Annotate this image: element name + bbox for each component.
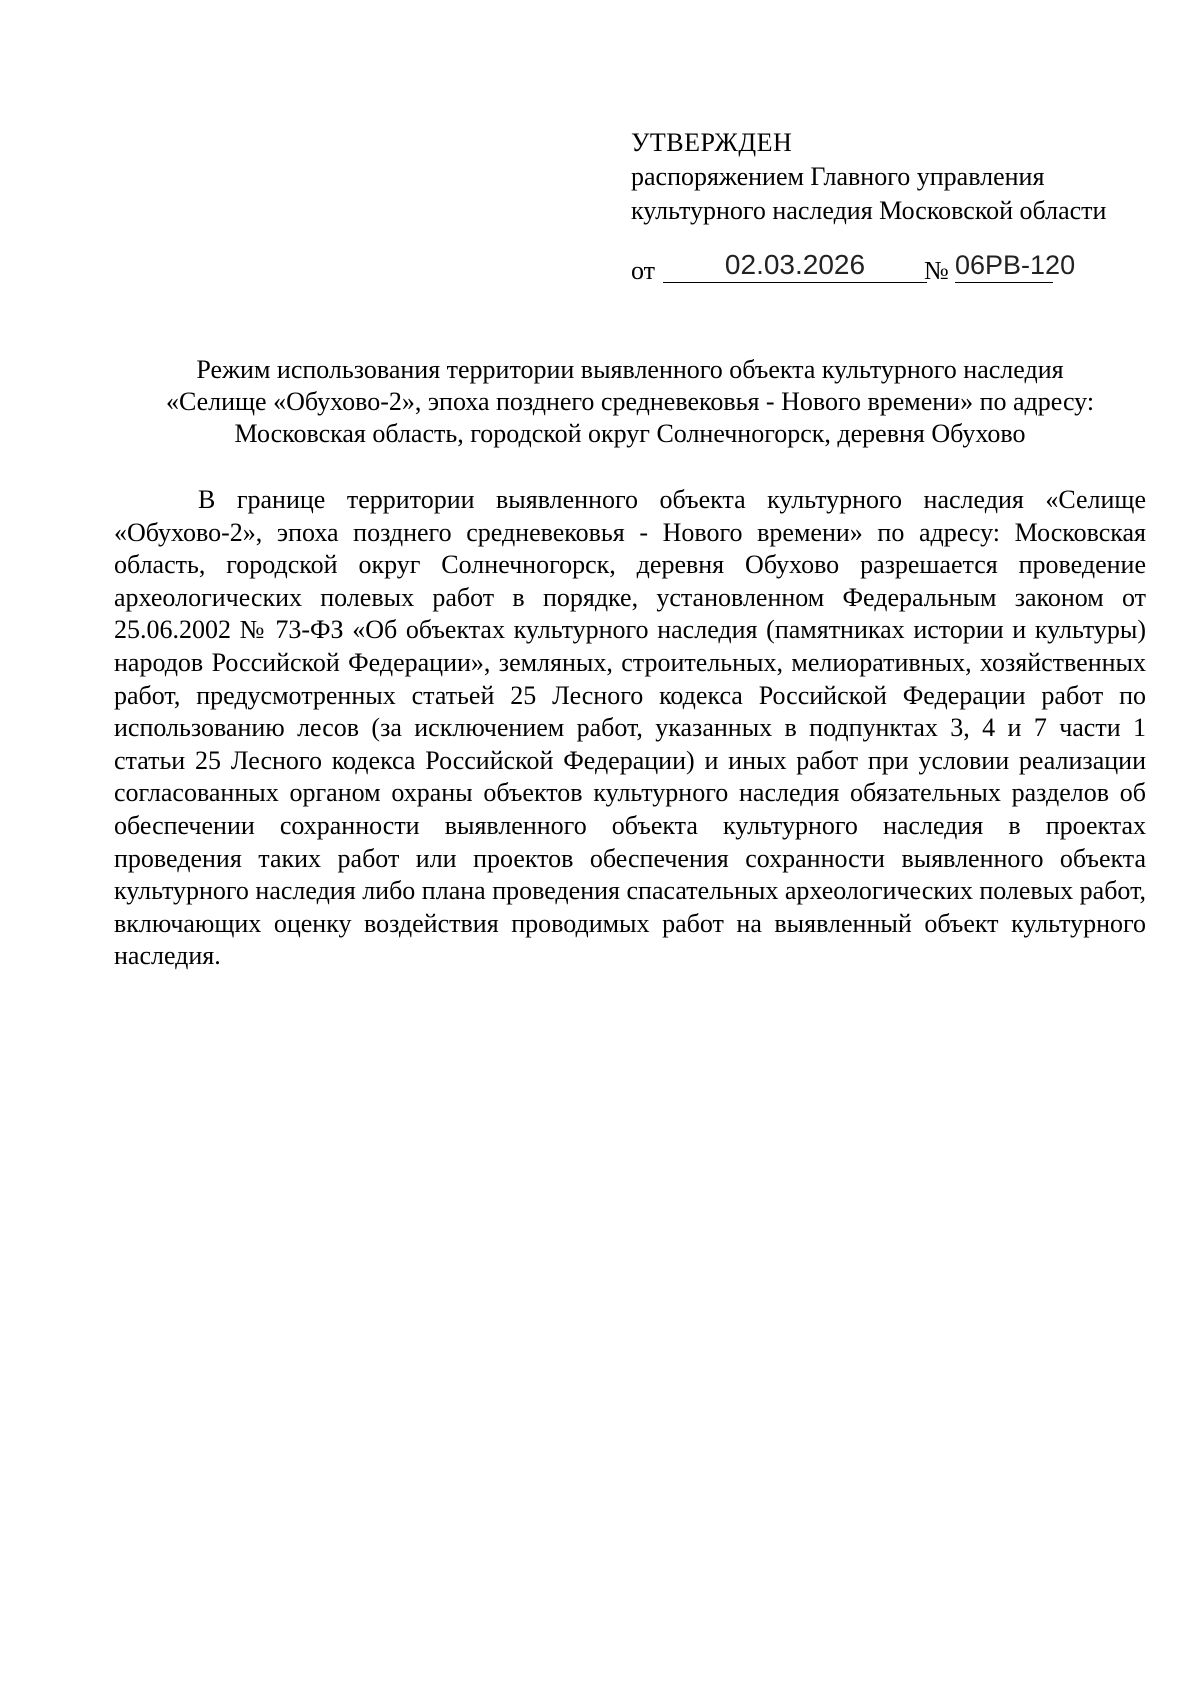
number-prefix: № — [924, 256, 949, 285]
approval-block — [631, 126, 1171, 228]
approval-label: УТВЕРЖДЕН — [631, 128, 793, 157]
document-title — [110, 354, 1150, 450]
title-line-3: Московская область, городской округ Солнечногорск, деревня Обухово — [234, 419, 1026, 448]
date-prefix: от — [631, 256, 656, 285]
title-line-2: «Селище «Обухово-2», эпоха позднего средневековья - Нового времени» по адресу: — [165, 387, 1095, 416]
registration-date: 02.03.2026 — [663, 248, 927, 283]
approval-line-1: распоряжением Главного управления — [631, 162, 1045, 191]
registration-number: 06РВ-120 — [955, 248, 1053, 283]
registration-row — [631, 248, 1091, 288]
title-line-1: Режим использования территории выявленного объекта культурного наследия — [196, 355, 1064, 384]
approval-line-2: культурного наследия Московской области — [631, 196, 1107, 225]
body-paragraph: В границе территории выявленного объекта культурного наследия «Селище «Обухово-2», эпоха позднего средневековья - Нового времени» по адресу: Московская область, городской округ Солнечногорск, деревня Обухово разрешается проведение археологических полевых работ в порядке, установленном Федеральным законом от 25.06.2002 № 73-ФЗ «Об объектах культурного наследия (памятниках истории и культуры) народов Российской Федерации», земляных, строительных, мелиоративных, хозяйственных работ, предусмотренных статьей 25 Лесного кодекса Российской Федерации работ по использованию лесов (за исключением работ, указанных в подпунктах 3, 4 и 7 части 1 статьи 25 Лесного кодекса Российской Федерации) и иных работ при условии реализации согласованных органом охраны объектов культурного наследия обязательных разделов об обеспечении сохранности выявленного объекта культурного наследия в проектах проведения таких работ или проектов обеспечения сохранности выявленного объекта культурного наследия либо плана проведения спасательных археологических полевых работ, включающих оценку воздействия проводимых работ на выявленный объект культурного наследия. — [114, 485, 1146, 971]
